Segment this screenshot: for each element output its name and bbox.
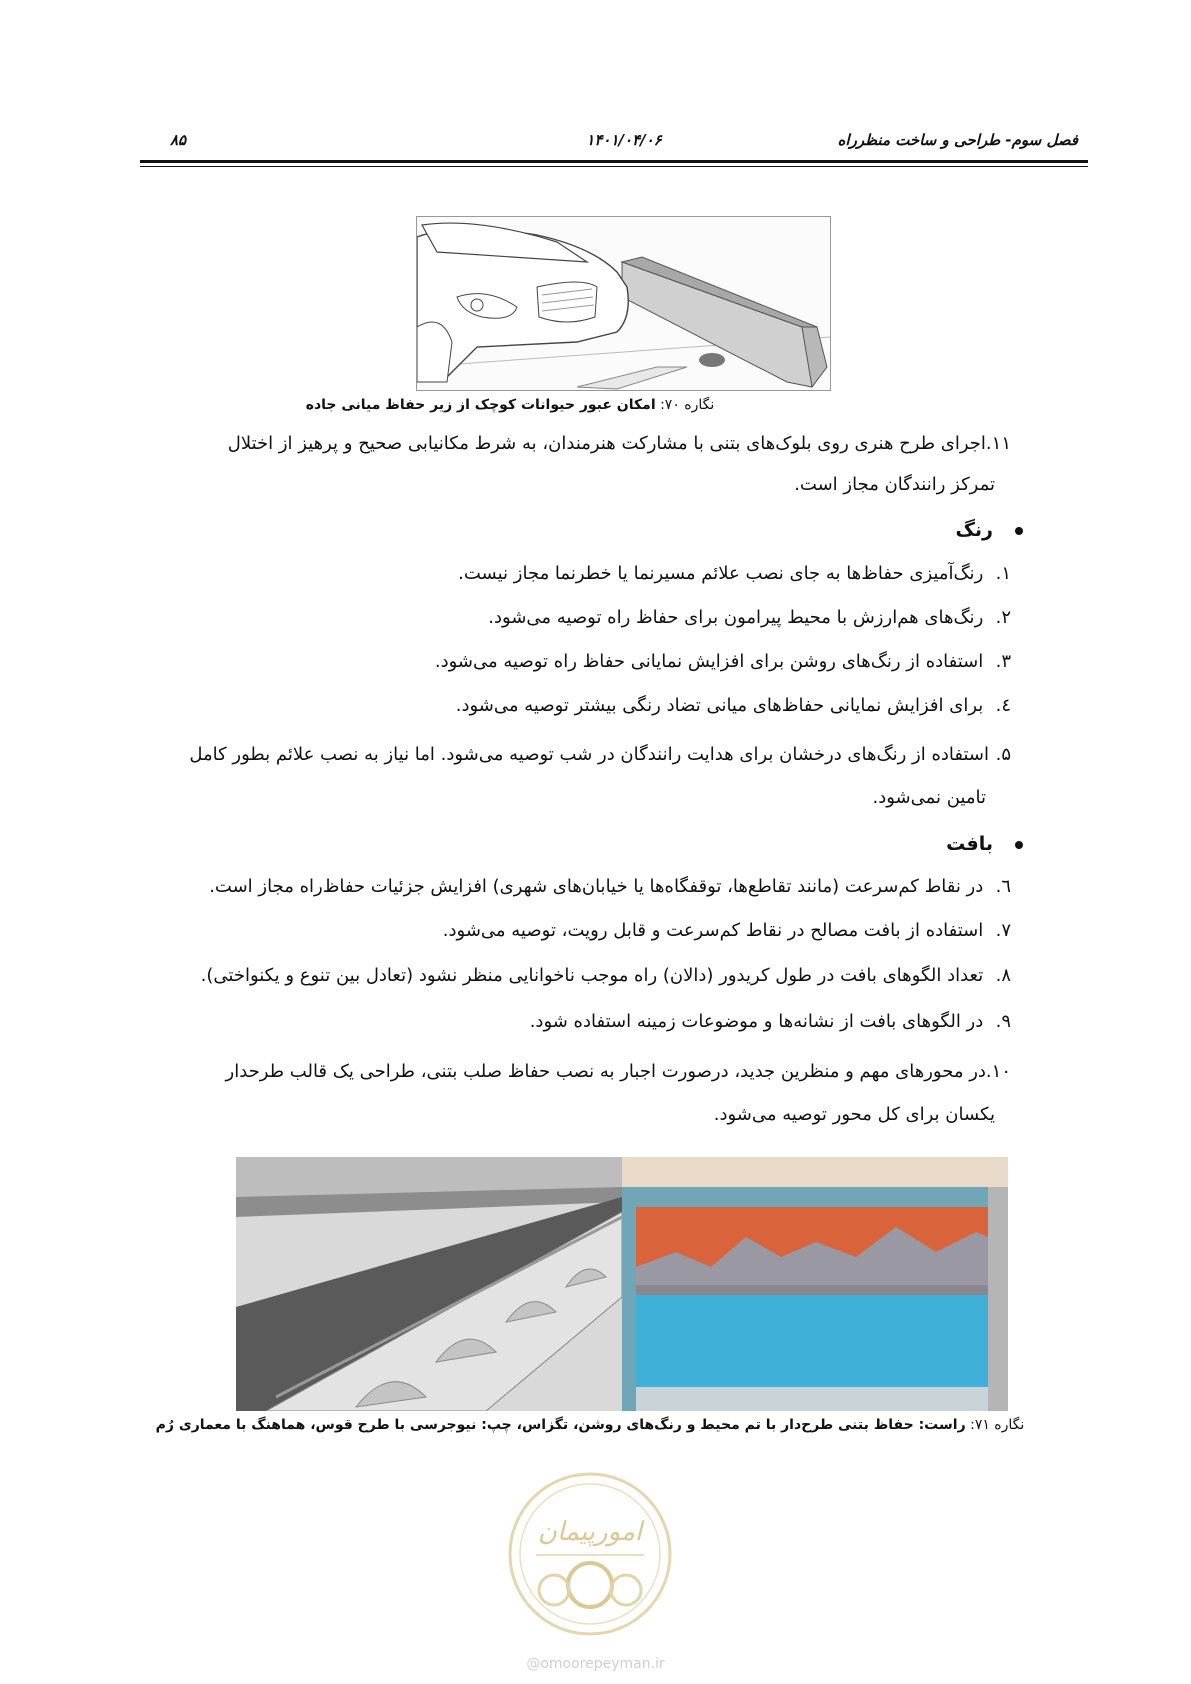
- figure-70-label: نگاره ۷۰:: [660, 397, 715, 413]
- list-item-text: رنگ‌آمیزی حفاظ‌ها به جای نصب علائم مسیرنما یا خطرنما مجاز نیست.: [458, 563, 984, 584]
- list-item: [131, 695, 1011, 716]
- header-date: ۱۴۰۱/۰۴/۰۶: [586, 131, 662, 149]
- chapter-title: فصل سوم- طراحی و ساخت منظرراه: [837, 131, 1078, 149]
- figure-70-caption-text: امکان عبور حیوانات کوچک از زیر حفاظ میانی جاده: [305, 397, 656, 413]
- list-item-number: ۲.: [995, 607, 1011, 628]
- bullet-icon: [1015, 841, 1023, 849]
- list-item-text-cont: یکسان برای کل محور توصیه می‌شود.: [713, 1104, 995, 1125]
- list-item-11: [151, 422, 1011, 465]
- figure-71-caption-text: راست: حفاظ بتنی طرح‌دار با تم محیط و رنگ‌های روشن، تگزاس، چپ: نیوجرسی با طرح قوس، هماهنگ با معماری رُم: [155, 1417, 966, 1433]
- list-item: [131, 1011, 1011, 1032]
- list-item-10: [151, 1050, 1011, 1093]
- list-item: [131, 607, 1011, 628]
- list-item-number: ۱۰.: [985, 1061, 1011, 1082]
- list-item-number: ۸.: [995, 965, 1011, 986]
- list-item: [131, 965, 1011, 986]
- figure-71-image: [236, 1157, 1008, 1411]
- list-item-number: ۹.: [995, 1011, 1011, 1032]
- list-item-text: استفاده از رنگ‌های درخشان برای هدایت رانندگان در شب توصیه می‌شود. اما نیاز به نصب علائم بطور کامل: [189, 744, 989, 765]
- list-item-text: برای افزایش نمایانی حفاظ‌های میانی تضاد رنگی بیشتر توصیه می‌شود.: [455, 695, 984, 716]
- list-item-text: در محورهای مهم و منظرین جدید، درصورت اجبار به نصب حفاظ صلب بتنی، طراحی یک قالب طرحدار: [225, 1061, 986, 1082]
- page-number: ۸۵: [170, 131, 187, 149]
- list-item-11-cont: [115, 474, 995, 495]
- figure-70-image: [416, 216, 831, 391]
- list-item: [131, 876, 1011, 897]
- header-rule-thick: [140, 160, 1088, 163]
- car-barrier-drawing: [417, 217, 830, 390]
- svg-text:امورپیمان: امورپیمان: [537, 1517, 643, 1547]
- figure-71-caption: [150, 1417, 1030, 1433]
- list-item-text-cont: تمرکز رانندگان مجاز است.: [794, 474, 995, 495]
- list-item: [131, 920, 1011, 941]
- section-heading-text: رنگ: [955, 519, 993, 541]
- figure-71-label: نگاره ۷۱:: [970, 1417, 1025, 1433]
- list-item-number: ۳.: [995, 651, 1011, 672]
- list-item-text: استفاده از رنگ‌های روشن برای افزایش نمایانی حفاظ راه توصیه می‌شود.: [434, 651, 984, 672]
- list-item-text: استفاده از بافت مصالح در نقاط کم‌سرعت و قابل رویت، توصیه می‌شود.: [442, 920, 984, 941]
- list-item-text-cont: تامین نمی‌شود.: [872, 787, 986, 808]
- list-item-number: ۱۱.: [985, 433, 1011, 454]
- section-heading-color: [955, 519, 1023, 541]
- barrier-photos: [236, 1157, 1008, 1411]
- list-item-number: ٦.: [995, 876, 1011, 897]
- list-item-10-cont: [115, 1104, 995, 1125]
- list-item-number: ٤.: [995, 695, 1011, 716]
- header-rule-thin: [140, 166, 1088, 167]
- list-item-number: ۵.: [995, 744, 1011, 765]
- list-item-text: رنگ‌های هم‌ارزش با محیط پیرامون برای حفاظ راه توصیه می‌شود.: [488, 607, 984, 628]
- list-item-5-cont: [106, 787, 986, 808]
- section-heading-texture: [946, 833, 1023, 855]
- watermark-url: @omoorepeyman.ir: [526, 1656, 665, 1672]
- list-item-text: تعداد الگوهای بافت در طول کریدور (دالان) راه موجب ناخوانایی منظر نشود (تعادل بین تنوع و یکنواختی).: [200, 965, 984, 986]
- figure-70-caption: [200, 397, 820, 413]
- list-item-5: [151, 733, 1011, 776]
- watermark-seal-icon: [506, 1470, 674, 1638]
- list-item: [131, 563, 1011, 584]
- list-item-number: ۱.: [995, 563, 1011, 584]
- section-heading-text: بافت: [946, 833, 993, 855]
- list-item-text: در الگوهای بافت از نشانه‌ها و موضوعات زمینه استفاده شود.: [529, 1011, 984, 1032]
- page-header: [170, 131, 1078, 155]
- list-item-number: ۷.: [995, 920, 1011, 941]
- bullet-icon: [1015, 527, 1023, 535]
- list-item: [131, 651, 1011, 672]
- list-item-text: در نقاط کم‌سرعت (مانند تقاطع‌ها، توقفگاه‌ها یا خیابان‌های شهری) افزایش جزئیات حفاظ‌راه مجاز است.: [209, 876, 984, 897]
- list-item-text: اجرای طرح هنری روی بلوک‌های بتنی با مشارکت هنرمندان، به شرط مکانیابی صحیح و پرهیز از اختلال: [227, 433, 986, 454]
